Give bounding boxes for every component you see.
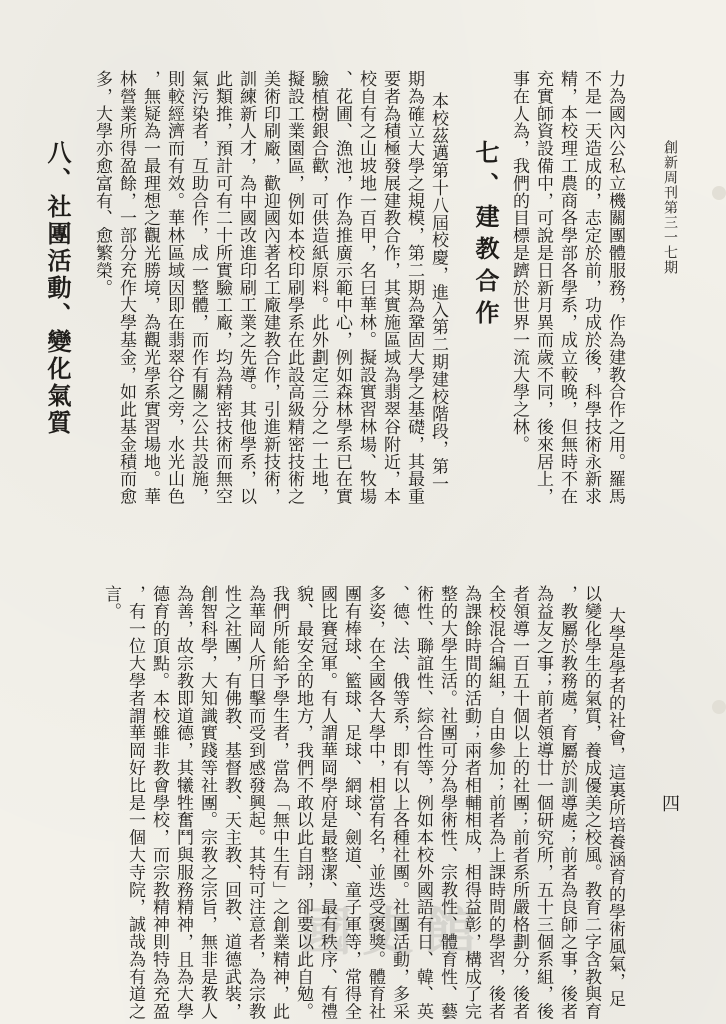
text-column: 團有棒球、籃球、足球、網球、劍道、童子軍等，常得全: [341, 585, 361, 1020]
text-column: 多，大學亦愈富有、愈繁榮。: [92, 70, 112, 297]
text-column: 校自有之山坡地一百甲，名曰華林。擬設實習林場、牧場: [356, 70, 376, 505]
text-column: 我們所能給予學生者，當為「無中生有」之創業精神，此: [269, 585, 289, 1020]
text-column: 美術印刷廠，歡迎國內著名工廠建教合作，引進新技術，: [260, 70, 280, 505]
text-column: 期為確立大學之規模，第二期為鞏固大學之基礎，其最重: [404, 70, 424, 505]
archive-watermark: 國史館: [300, 902, 487, 963]
text-column: 言。: [101, 585, 121, 620]
text-column: ，有一位大學者謂華岡好比是一個大寺院，誠哉為有道之: [125, 585, 145, 1020]
text-column: 則較經濟而有效。華林區域因即在翡翠谷之旁，水光山色: [164, 70, 184, 505]
text-column: 貌、最安全的地方，我們不敢以此自詡，卻要以此自勉。: [293, 585, 313, 1020]
text-column: 以變化學生的氣質，養成優美之校風。教育二字含教與育: [581, 585, 601, 1020]
text-column: 訓練新人才，為中國改進印刷工業之先導。其他學系，以: [236, 70, 256, 505]
text-column: 術性、聯誼性、綜合性等，例如本校外國語有日、韓、英: [413, 585, 433, 1020]
running-head: 創新周刊第三一七期: [662, 140, 678, 275]
section-heading-7: 七、建教合作: [471, 140, 500, 332]
text-column: 精，本校理工農商各學部各學系，成立較晚，但無時不在: [557, 70, 577, 505]
page-number: 四: [662, 794, 680, 815]
text-column: 本校茲邁第十八屆校慶，進入第二期建校階段，第一: [428, 92, 448, 493]
binding-hole: [712, 186, 726, 200]
text-column: 事在人為，我們的目標是躋於世界一流大學之林。: [509, 70, 529, 453]
binding-hole: [712, 700, 726, 714]
text-column: 為華岡人所日擊而受到感發興起。其特可注意者，為宗教: [245, 585, 265, 1020]
text-column: 國比賽冠軍。有人謂華岡學府是最整潔、最有秩序、有禮: [317, 585, 337, 1020]
text-column: 為益友之事；前者領導廿一個研究所，五十三個系組，後: [533, 585, 553, 1020]
text-column: ，無疑為一最理想之觀光勝境，為觀光學系實習場地。華: [140, 70, 160, 505]
text-column: 此類推，預計可有二十所實驗工廠，均為精密技術而無空: [212, 70, 232, 505]
text-column: ，教屬於教務處，育屬於訓導處；前者為良師之事，後者: [557, 585, 577, 1020]
text-column: 為課餘時間的活動；兩者相輔相成，相得益彰，構成了完: [461, 585, 481, 1020]
text-column: 不是一天造成的，志定於前，功成於後，科學技術永新求: [581, 70, 601, 505]
text-column: 多姿，在全國各大學中，相當有名，並迭受褒獎。體育社: [365, 585, 385, 1020]
text-column: 者領導一百五十個以上的社團；前者系所嚴格劃分，後者: [509, 585, 529, 1020]
text-column: 整的大學生活。社團可分為學術性、宗教性、體育性、藝: [437, 585, 457, 1020]
text-column: 大學是學者的社會，這裏所培養涵育的學術風氣，足: [605, 607, 625, 1008]
text-column: 力為國內公私立機關團體服務，作為建教合作之用。羅馬: [605, 70, 625, 505]
text-column: 德育的頂點。本校雖非教會學校，而宗教精神則特為充盈: [149, 585, 169, 1020]
text-column: 要者為積極發展建教合作，其實施區域為翡翠谷附近，本: [380, 70, 400, 505]
text-column: 氣污染者，互助合作，成一整體，而作有關之公共設施，: [188, 70, 208, 505]
text-column: 充實師資設備中，可說是日新月異而歲不同，後來居上，: [533, 70, 553, 505]
text-column: 、德、法、俄等系，即有以上各種社團。社團活動，多采: [389, 585, 409, 1020]
text-column: 、花圃、漁池，作為推廣示範中心，例如森林學系已在實: [332, 70, 352, 505]
text-column: 性之社團，有佛教、基督教、天主教、回教、道德武裝，: [221, 585, 241, 1020]
text-column: 驗植樹銀合歡，可供造紙原料。此外劃定三分之一土地，: [308, 70, 328, 505]
text-column: 創智科學，大知識實踐等社團。宗教之宗旨，無非是教人: [197, 585, 217, 1020]
text-column: 全校混合編組，自由參加；前者為上課時間的學習，後者: [485, 585, 505, 1020]
text-column: 為善，故宗教即道德，其犧牲奮鬥與服務精神，且為大學: [173, 585, 193, 1020]
text-column: 林營業所得盈餘，一部分充作大學基金，如此基金積而愈: [116, 70, 136, 505]
text-column: 擬設工業園區，例如本校印刷學系在此設高級精密技術之: [284, 70, 304, 505]
section-heading-8: 八、社團活動、變化氣質: [43, 140, 72, 437]
